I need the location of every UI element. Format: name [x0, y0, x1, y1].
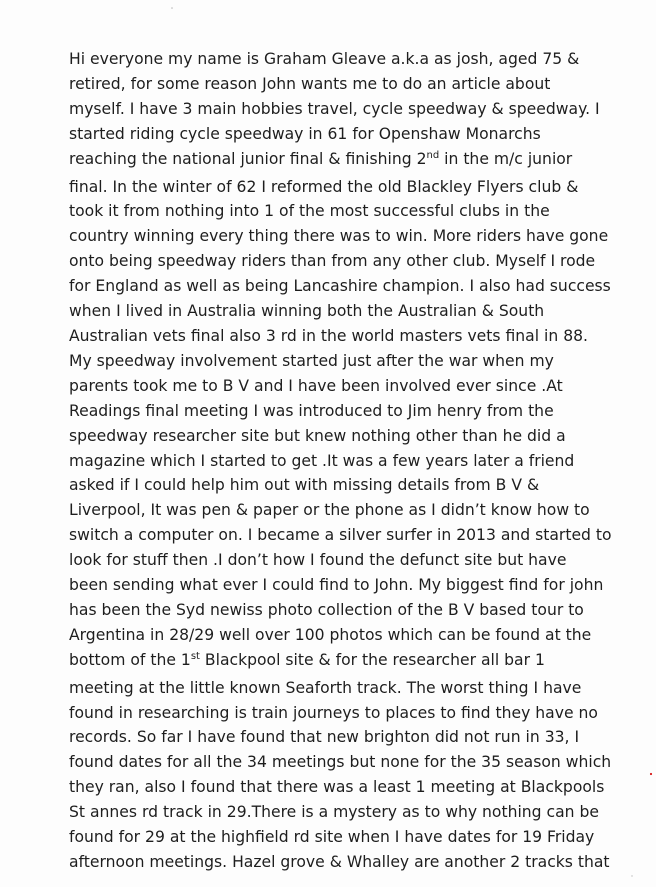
text-line: afternoon meetings. Hazel grove & Whalley are another 2 tracks that — [69, 853, 610, 871]
text-line: found in researching is train journeys to places to find they have no — [69, 703, 598, 722]
letter-body — [69, 47, 649, 875]
text-line: country winning every thing there was to win. More riders have gone — [69, 227, 609, 246]
text-line: magazine which I started to get .It was a few years later a friend — [69, 451, 575, 470]
text-line: been sending what ever I could find to John. My biggest find for john — [69, 576, 604, 595]
text-line: speedway researcher site but knew nothing other than he did a — [69, 426, 566, 445]
scan-speck — [631, 875, 632, 876]
line-segment: Blackpool site & for the researcher all bar 1 — [199, 650, 545, 669]
text-line: meeting at the little known Seaforth track. The worst thing I have — [69, 678, 582, 697]
text-line — [69, 648, 649, 676]
text-line: Australian vets final also 3 rd in the world masters vets final in 88. — [69, 326, 588, 345]
text-line — [69, 147, 649, 175]
text-line: Hi everyone my name is Graham Gleave a.k.a as josh, aged 75 & — [69, 50, 580, 68]
text-line: has been the Syd newiss photo collection of the B V based tour to — [69, 600, 584, 619]
text-line: retired, for some reason John wants me to do an article about — [69, 74, 551, 93]
text-line: switch a computer on. I became a silver surfer in 2013 and started to — [69, 526, 612, 545]
text-line: took it from nothing into 1 of the most successful clubs in the — [69, 202, 550, 221]
text-line: started riding cycle speedway in 61 for Openshaw Monarchs — [69, 124, 541, 143]
text-line: Argentina in 28/29 well over 100 photos which can be found at the — [69, 625, 592, 644]
text-line: when I lived in Australia winning both the Australian & South — [69, 302, 545, 321]
text-line: onto being speedway riders than from any other club. Myself I rode — [69, 252, 596, 271]
text-line: look for stuff then .I don’t how I found the defunct site but have — [69, 551, 567, 570]
text-line: asked if I could help him out with missing details from B V & — [69, 476, 540, 495]
text-line: found for 29 at the highfield rd site when I have dates for 19 Friday — [69, 828, 595, 847]
scan-speck — [171, 7, 173, 9]
text-line: parents took me to B V and I have been involved ever since .At — [69, 376, 563, 395]
text-line: St annes rd track in 29.There is a mystery as to why nothing can be — [69, 803, 599, 822]
text-line: myself. I have 3 main hobbies travel, cycle speedway & speedway. I — [69, 99, 600, 118]
line-segment: reaching the national junior final & finishing 2 — [69, 149, 427, 168]
text-line: My speedway involvement started just after the war when my — [69, 351, 554, 370]
text-line: records. So far I have found that new brighton did not run in 33, I — [69, 728, 580, 747]
text-line: they ran, also I found that there was a least 1 meeting at Blackpools — [69, 778, 605, 797]
text-line: final. In the winter of 62 I reformed the old Blackley Flyers club & — [69, 177, 579, 196]
scan-speck — [650, 773, 652, 775]
text-line: for England as well as being Lancashire champion. I also had success — [69, 277, 611, 296]
text-line: Liverpool, It was pen & paper or the phone as I didn’t know how to — [69, 501, 590, 520]
line-segment: in the m/c junior — [439, 149, 573, 168]
ordinal-superscript: nd — [426, 149, 440, 161]
line-segment: bottom of the 1 — [69, 650, 191, 669]
text-line: found dates for all the 34 meetings but none for the 35 season which — [69, 753, 612, 772]
ordinal-superscript: st — [190, 650, 200, 662]
text-line: Readings final meeting I was introduced to Jim henry from the — [69, 401, 554, 420]
